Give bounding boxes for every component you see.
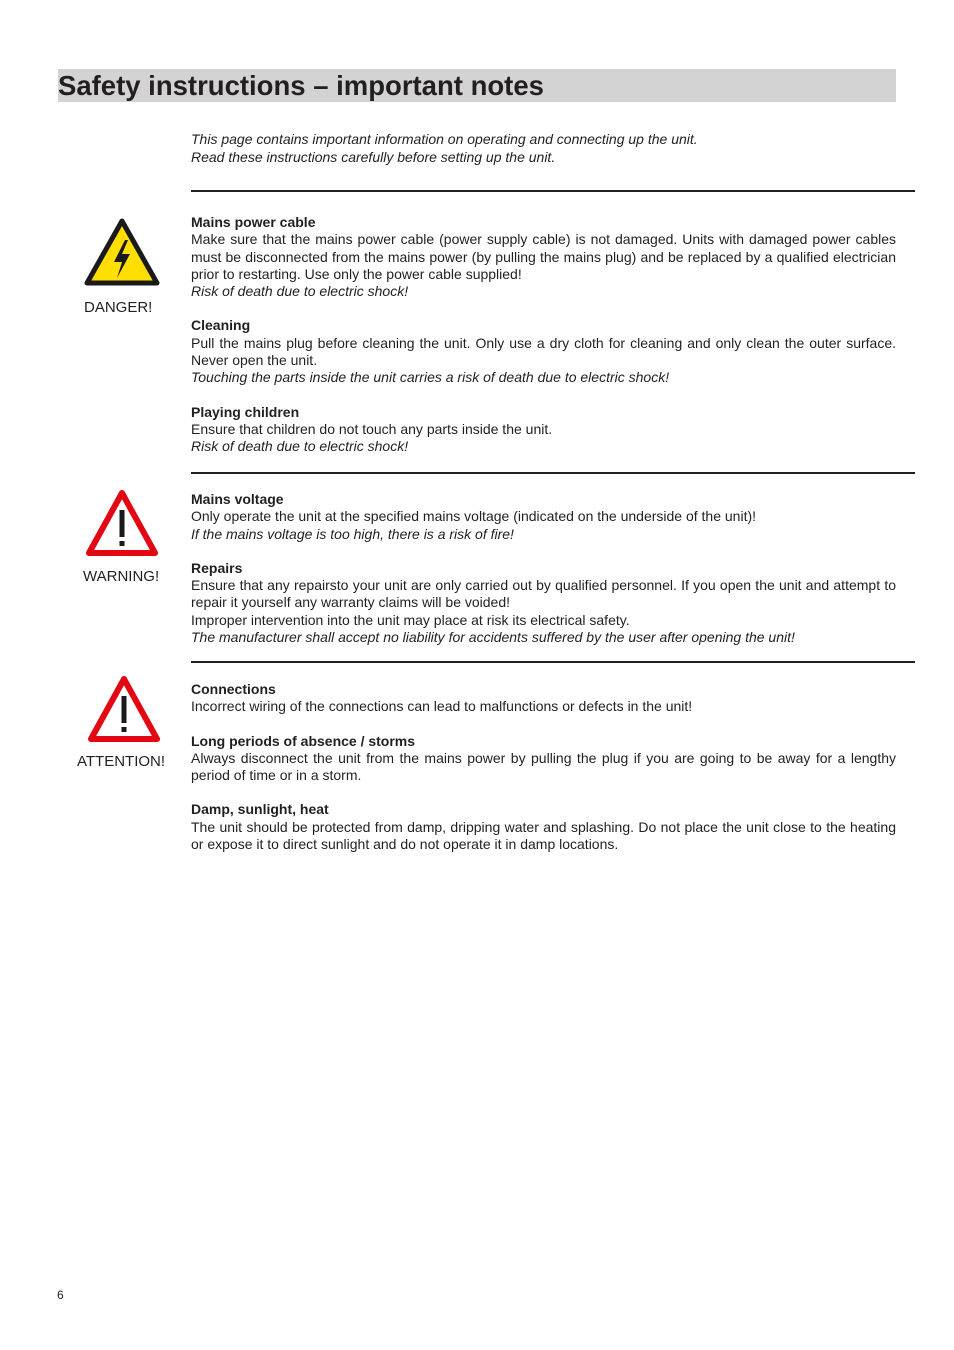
item-title: Damp, sunlight, heat	[191, 801, 329, 818]
safety-item	[191, 404, 896, 456]
item-title: Mains voltage	[191, 491, 284, 507]
safety-item	[191, 681, 896, 716]
item-body: The unit should be protected from damp, dripping water and splashing. Do not place the unit close to the heating or expose it to direct sunlight and do not operate it in damp locations.	[191, 818, 896, 853]
page-number: 6	[57, 1288, 64, 1302]
intro-line: This page contains important information on operating and connecting up the unit.	[191, 131, 698, 147]
danger-label: DANGER!	[84, 299, 153, 316]
item-title: Repairs	[191, 559, 243, 576]
high-voltage-icon	[84, 218, 160, 291]
danger-section	[191, 214, 896, 456]
section-divider	[191, 472, 915, 474]
attention-section	[191, 681, 896, 853]
item-body: Improper intervention into the unit may place at risk its electrical safety.	[191, 611, 630, 628]
item-body: Ensure that any repairsto your unit are only carried out by qualified personnel. If you open the unit and attempt to repair it yourself any warranty claims will be voided!	[191, 577, 896, 611]
safety-item	[191, 317, 896, 386]
page-title: Safety instructions – important notes	[58, 70, 544, 101]
intro-line: Read these instructions carefully before setting up the unit.	[191, 148, 556, 165]
safety-item	[191, 214, 896, 300]
item-title: Mains power cable	[191, 214, 316, 230]
attention-label: ATTENTION!	[77, 753, 166, 770]
item-body: Always disconnect the unit from the mains power by pulling the plug if you are going to be away for a lengthy period of time or in a storm.	[191, 749, 896, 784]
warning-section	[191, 491, 896, 646]
item-note: If the mains voltage is too high, there is a risk of fire!	[191, 525, 514, 542]
item-note: Risk of death due to electric shock!	[191, 283, 409, 300]
safety-item	[191, 733, 896, 785]
safety-item	[191, 560, 896, 646]
item-title: Long periods of absence / storms	[191, 732, 416, 749]
item-note: Touching the parts inside the unit carries a risk of death due to electric shock!	[191, 369, 670, 386]
safety-item	[191, 801, 896, 853]
item-title: Connections	[191, 681, 276, 697]
warning-label: WARNING!	[83, 568, 160, 585]
warning-triangle-icon	[86, 490, 158, 561]
item-note: The manufacturer shall accept no liability for accidents suffered by the user after opening the unit!	[191, 629, 795, 646]
item-body: Make sure that the mains power cable (power supply cable) is not damaged. Units with damaged power cables must be disconnected from the mains power (by pulling the mains plug) and be replaced by a qualified electrician prior to restarting. Use only the power cable supplied!	[191, 231, 896, 282]
item-body: Only operate the unit at the specified mains voltage (indicated on the underside of the unit)!	[191, 508, 757, 525]
item-title: Playing children	[191, 403, 300, 420]
intro-text	[191, 131, 896, 166]
page-title-band	[58, 69, 896, 102]
safety-item	[191, 491, 896, 543]
item-title: Cleaning	[191, 317, 251, 334]
attention-triangle-icon	[88, 676, 160, 747]
item-note: Risk of death due to electric shock!	[191, 438, 409, 455]
section-divider	[191, 661, 915, 663]
item-body: Incorrect wiring of the connections can lead to malfunctions or defects in the unit!	[191, 698, 693, 715]
item-body: Pull the mains plug before cleaning the unit. Only use a dry cloth for cleaning and only clean the outer surface. Never open the unit.	[191, 334, 896, 369]
section-divider	[191, 190, 915, 192]
item-body: Ensure that children do not touch any parts inside the unit.	[191, 420, 553, 437]
